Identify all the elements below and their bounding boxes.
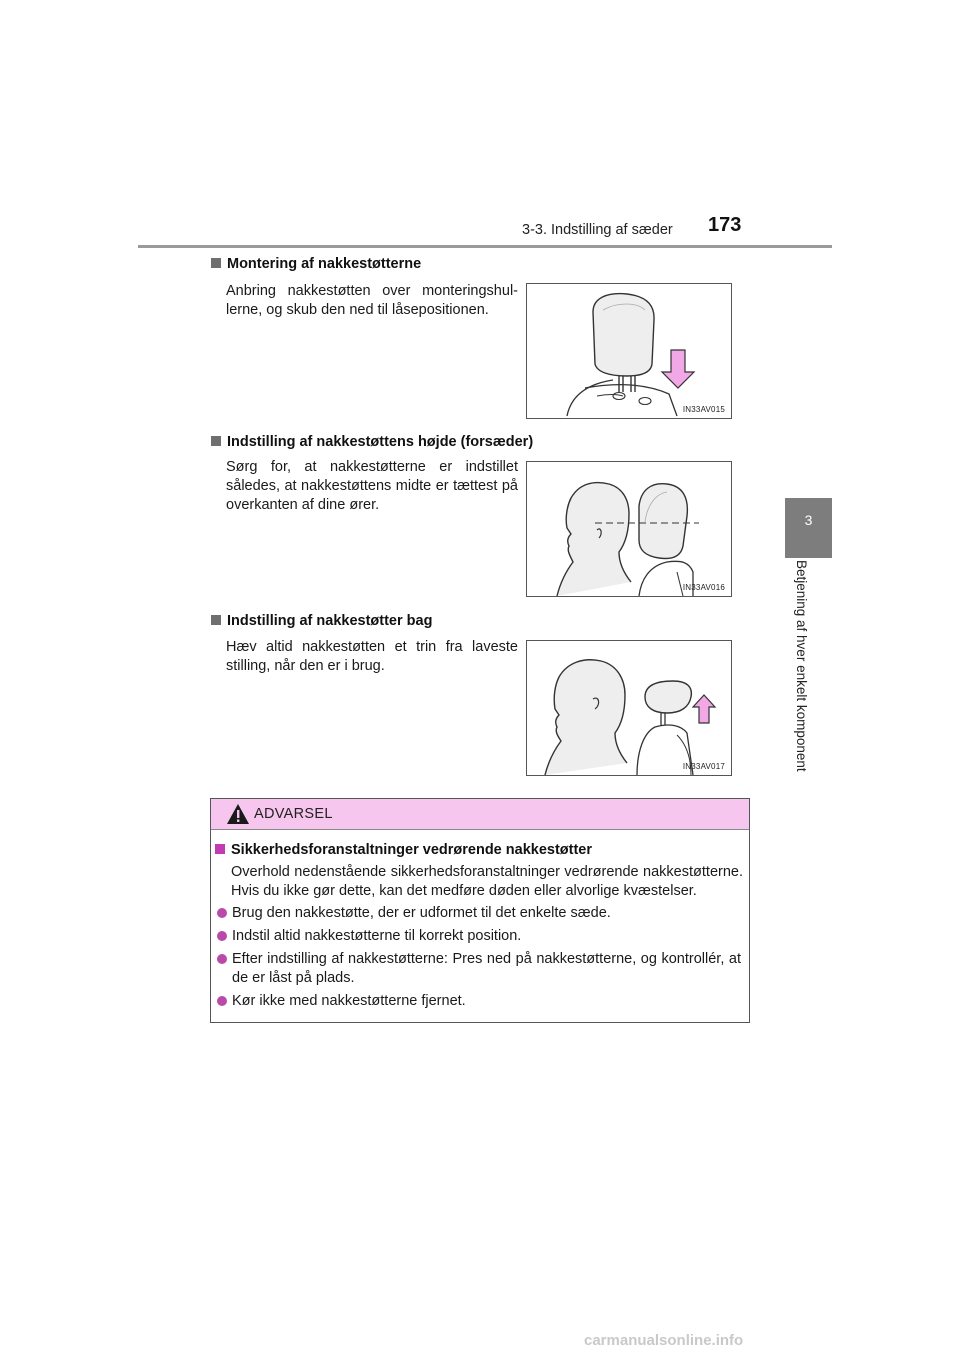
section-heading-height: Indstilling af nakkestøttens højde (forsæder) bbox=[211, 434, 533, 450]
page-number: 173 bbox=[708, 214, 742, 236]
rear-headrest-raise-illustration bbox=[527, 641, 731, 775]
chapter-tab bbox=[785, 498, 832, 558]
warning-box bbox=[210, 798, 750, 1023]
header-section-title: 3-3. Indstilling af sæder bbox=[522, 222, 673, 238]
square-bullet-icon bbox=[215, 844, 225, 854]
chapter-title-vertical: Betjening af hver enkelt komponent bbox=[794, 560, 809, 772]
warning-triangle-icon bbox=[226, 803, 250, 825]
round-bullet-icon bbox=[217, 996, 227, 1006]
warning-heading: Sikkerhedsforanstaltninger vedrørende nakkestøtter bbox=[215, 842, 592, 858]
section-text-mounting: Anbring nakkestøtten over monteringshul-lerne, og skub den ned til låsepositionen. bbox=[226, 283, 518, 318]
headrest-lower-illustration bbox=[527, 284, 731, 418]
square-bullet-icon bbox=[211, 615, 221, 625]
warning-bullet: Efter indstilling af nakkestøtterne: Pres ned på nakkestøtterne, og kontrollér, at de er låst på plads. bbox=[215, 950, 743, 988]
figure-headrest-height bbox=[526, 461, 732, 597]
section-text-rear: Hæv altid nakkestøtten et trin fra laveste stilling, når den er i brug. bbox=[226, 639, 518, 674]
header-divider bbox=[138, 245, 832, 248]
square-bullet-icon bbox=[211, 436, 221, 446]
warning-bullet: Kør ikke med nakkestøtterne fjernet. bbox=[215, 992, 743, 1011]
head-headrest-alignment-illustration bbox=[527, 462, 731, 596]
round-bullet-icon bbox=[217, 908, 227, 918]
warning-header bbox=[211, 799, 749, 830]
warning-bullet: Brug den nakkestøtte, der er udformet til det enkelte sæde. bbox=[215, 904, 743, 923]
section-heading-mounting: Montering af nakkestøtterne bbox=[211, 256, 421, 272]
figure-code: IN33AV016 bbox=[682, 583, 725, 592]
watermark: carmanualsonline.info bbox=[584, 1332, 744, 1349]
round-bullet-icon bbox=[217, 954, 227, 964]
figure-code: IN33AV015 bbox=[682, 405, 725, 414]
warning-bullet: Indstil altid nakkestøtterne til korrekt position. bbox=[215, 927, 743, 946]
section-heading-rear: Indstilling af nakkestøtter bag bbox=[211, 613, 432, 629]
round-bullet-icon bbox=[217, 931, 227, 941]
figure-code: IN33AV017 bbox=[682, 762, 725, 771]
warning-label: ADVARSEL bbox=[254, 806, 333, 822]
square-bullet-icon bbox=[211, 258, 221, 268]
warning-text: Overhold nedenstående sikkerhedsforanstaltninger vedrørende nakkestøtterne. Hvis du ikke gør dette, kan det medføre døden eller alvorlige kvæstelser. bbox=[231, 864, 743, 899]
figure-headrest-rear bbox=[526, 640, 732, 776]
section-text-height: Sørg for, at nakkestøtterne er indstillet således, at nakkestøttens midte er tættest på overkanten af dine ører. bbox=[226, 459, 518, 513]
figure-headrest-mounting bbox=[526, 283, 732, 419]
chapter-tab-number: 3 bbox=[804, 512, 813, 528]
